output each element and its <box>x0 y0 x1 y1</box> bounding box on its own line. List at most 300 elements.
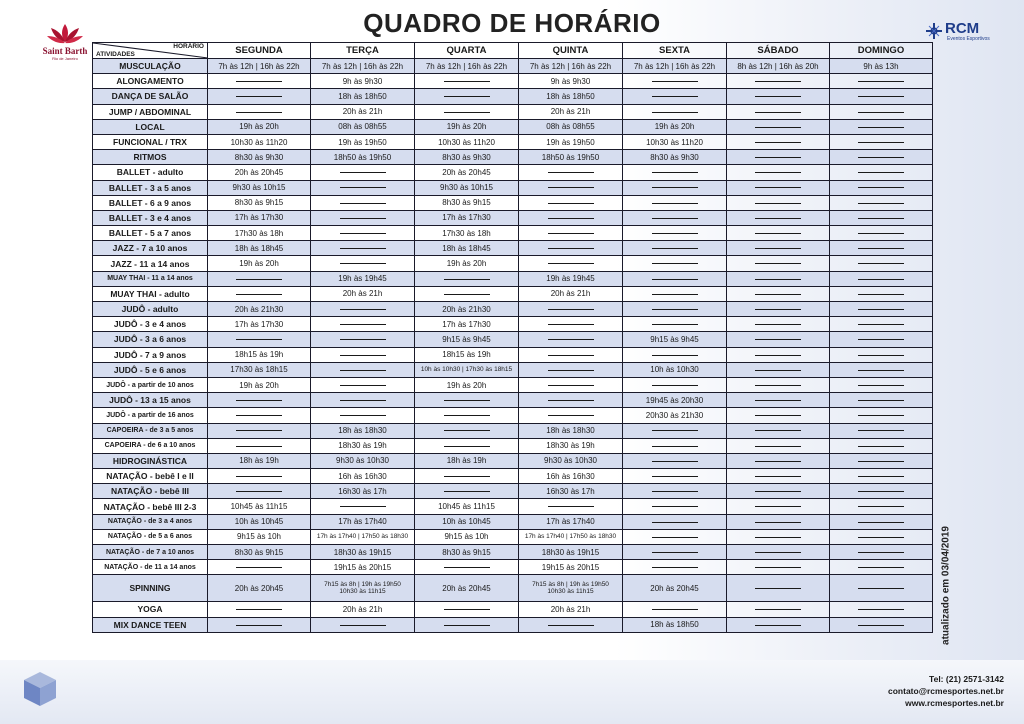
schedule-cell <box>208 286 311 301</box>
schedule-cell <box>311 286 415 301</box>
no-class-dash <box>340 263 386 264</box>
no-class-dash <box>548 309 594 310</box>
schedule-row <box>93 210 933 225</box>
time-slot: 20h às 21h <box>342 107 383 117</box>
schedule-cell <box>623 134 727 149</box>
activity-name: JUDÔ - adulto <box>93 302 208 317</box>
schedule-cell <box>519 226 623 241</box>
schedule-cell <box>830 469 933 484</box>
activity-name: NATAÇÃO - bebê III 2-3 <box>93 499 208 514</box>
schedule-cell <box>727 271 830 286</box>
time-slot: 20h às 20h45 <box>442 167 491 177</box>
activity-name: MUSCULAÇÃO <box>93 59 208 74</box>
no-class-dash <box>444 430 490 431</box>
schedule-cell <box>415 408 519 423</box>
schedule-row <box>93 134 933 149</box>
schedule-row <box>93 271 933 286</box>
schedule-cell <box>208 617 311 632</box>
no-class-dash <box>755 491 801 492</box>
no-class-dash <box>755 537 801 538</box>
no-class-dash <box>755 233 801 234</box>
schedule-cell <box>830 514 933 529</box>
time-slot: 19h às 19h50 <box>546 137 595 147</box>
schedule-cell <box>727 317 830 332</box>
no-class-dash <box>858 506 904 507</box>
no-class-dash <box>652 385 698 386</box>
schedule-row <box>93 241 933 256</box>
time-slot: 10h30 às 11h20 <box>646 137 703 147</box>
schedule-cell <box>415 150 519 165</box>
no-class-dash <box>236 625 282 626</box>
schedule-cell <box>208 134 311 149</box>
time-slot: 18h às 19h <box>446 456 487 466</box>
schedule-cell <box>519 529 623 544</box>
no-class-dash <box>755 96 801 97</box>
no-class-dash <box>755 567 801 568</box>
schedule-cell <box>311 347 415 362</box>
no-class-dash <box>858 142 904 143</box>
schedule-cell <box>311 74 415 89</box>
no-class-dash <box>652 552 698 553</box>
time-slot: 7h às 12h | 16h às 22h <box>529 61 612 71</box>
schedule-cell <box>311 529 415 544</box>
schedule-cell <box>727 59 830 74</box>
no-class-dash <box>858 446 904 447</box>
no-class-dash <box>652 187 698 188</box>
no-class-dash <box>548 203 594 204</box>
no-class-dash <box>652 294 698 295</box>
schedule-cell <box>830 529 933 544</box>
schedule-cell <box>415 210 519 225</box>
schedule-cell <box>208 499 311 514</box>
schedule-cell <box>727 602 830 617</box>
time-slot: 9h15 às 10h <box>236 532 282 542</box>
schedule-cell <box>208 408 311 423</box>
schedule-cell <box>519 393 623 408</box>
schedule-cell <box>208 226 311 241</box>
time-slot: 8h às 12h | 16h às 20h <box>737 61 819 71</box>
schedule-cell <box>519 210 623 225</box>
no-class-dash <box>755 446 801 447</box>
no-class-dash <box>755 355 801 356</box>
schedule-cell <box>311 134 415 149</box>
no-class-dash <box>755 279 801 280</box>
schedule-row <box>93 74 933 89</box>
schedule-cell <box>623 165 727 180</box>
schedule-row <box>93 575 933 602</box>
day-header: SEXTA <box>623 43 727 59</box>
day-header: SÁBADO <box>727 43 830 59</box>
no-class-dash <box>858 370 904 371</box>
schedule-cell <box>311 575 415 602</box>
no-class-dash <box>755 142 801 143</box>
no-class-dash <box>444 415 490 416</box>
schedule-table <box>92 42 933 633</box>
no-class-dash <box>755 609 801 610</box>
time-slot: 16h30 às 17h <box>546 486 595 496</box>
schedule-cell <box>311 256 415 271</box>
corner-schedule-label: HORÁRIO <box>173 43 204 50</box>
no-class-dash <box>652 430 698 431</box>
schedule-row <box>93 560 933 575</box>
no-class-dash <box>755 385 801 386</box>
time-slot: 19h às 19h50 <box>338 137 387 147</box>
schedule-cell <box>830 377 933 392</box>
time-slot: 7h às 12h | 16h às 22h <box>218 61 300 71</box>
schedule-cell <box>727 150 830 165</box>
time-slot: 20h às 21h <box>342 289 383 299</box>
no-class-dash <box>340 187 386 188</box>
time-slot: 18h30 às 19h <box>546 441 595 451</box>
no-class-dash <box>652 491 698 492</box>
time-slot: 20h às 20h45 <box>442 583 491 593</box>
schedule-cell <box>311 195 415 210</box>
activity-name: NATAÇÃO - bebê III <box>93 484 208 499</box>
no-class-dash <box>236 400 282 401</box>
schedule-cell <box>727 529 830 544</box>
schedule-cell <box>623 302 727 317</box>
schedule-cell <box>208 59 311 74</box>
schedule-cell <box>311 180 415 195</box>
time-slot: 18h30 às 19h <box>338 441 387 451</box>
no-class-dash <box>858 233 904 234</box>
no-class-dash <box>340 248 386 249</box>
time-slot: 10h45 às 11h15 <box>230 502 288 512</box>
time-slot: 9h15 às 9h45 <box>650 334 699 344</box>
contact-website[interactable]: www.rcmesportes.net.br <box>905 698 1004 708</box>
schedule-cell <box>623 453 727 468</box>
schedule-cell <box>830 286 933 301</box>
time-slot: 20h às 21h <box>550 604 591 614</box>
schedule-cell <box>830 560 933 575</box>
time-slot: 10h30 às 11h15 <box>339 588 386 596</box>
schedule-cell <box>311 241 415 256</box>
schedule-cell <box>311 317 415 332</box>
schedule-cell <box>208 602 311 617</box>
time-slot: 18h30 às 19h15 <box>333 547 392 557</box>
schedule-cell <box>519 150 623 165</box>
schedule-cell <box>311 210 415 225</box>
schedule-cell <box>311 408 415 423</box>
schedule-cell <box>208 347 311 362</box>
contact-phone: Tel: (21) 2571-3142 <box>929 674 1004 684</box>
time-slot: 7h15 às 8h | 19h às 19h50 <box>532 581 609 589</box>
schedule-cell <box>727 226 830 241</box>
no-class-dash <box>755 506 801 507</box>
no-class-dash <box>858 248 904 249</box>
logo-brand-text: Saint Barth <box>42 46 88 56</box>
time-slot: 10h30 às 11h15 <box>547 588 594 596</box>
time-slot: 18h às 18h50 <box>546 91 595 101</box>
time-slot: 10h às 10h30 <box>650 365 699 375</box>
no-class-dash <box>858 476 904 477</box>
no-class-dash <box>858 81 904 82</box>
time-slot: 19h às 20h <box>654 122 695 132</box>
schedule-cell <box>727 210 830 225</box>
schedule-cell <box>830 180 933 195</box>
no-class-dash <box>755 400 801 401</box>
schedule-cell <box>623 575 727 602</box>
schedule-cell <box>519 438 623 453</box>
no-class-dash <box>340 203 386 204</box>
schedule-cell <box>519 180 623 195</box>
time-slot: 7h às 12h | 16h às 22h <box>425 61 508 71</box>
schedule-cell <box>830 484 933 499</box>
activity-name: FUNCIONAL / TRX <box>93 134 208 149</box>
no-class-dash <box>340 625 386 626</box>
activity-name: JUMP / ABDOMINAL <box>93 104 208 119</box>
schedule-cell <box>311 332 415 347</box>
schedule-cell <box>623 74 727 89</box>
time-slot: 9h às 9h30 <box>550 76 591 86</box>
time-slot: 18h às 19h <box>239 456 279 466</box>
no-class-dash <box>236 415 282 416</box>
footer-band <box>0 660 1024 724</box>
no-class-dash <box>858 625 904 626</box>
time-slot: 17h às 17h30 <box>442 319 491 329</box>
schedule-cell <box>519 59 623 74</box>
schedule-row <box>93 347 933 362</box>
no-class-dash <box>755 430 801 431</box>
schedule-cell <box>415 453 519 468</box>
time-slot: 18h15 às 19h <box>442 350 491 360</box>
schedule-cell <box>208 241 311 256</box>
schedule-cell <box>208 256 311 271</box>
schedule-cell <box>830 89 933 104</box>
no-class-dash <box>444 96 490 97</box>
schedule-cell <box>623 256 727 271</box>
no-class-dash <box>236 294 282 295</box>
schedule-cell <box>623 499 727 514</box>
no-class-dash <box>755 522 801 523</box>
no-class-dash <box>340 233 386 234</box>
time-slot: 19h45 às 20h30 <box>645 395 704 405</box>
schedule-cell <box>519 317 623 332</box>
schedule-cell <box>623 560 727 575</box>
schedule-cell <box>830 195 933 210</box>
no-class-dash <box>858 309 904 310</box>
schedule-row <box>93 150 933 165</box>
contact-email[interactable]: contato@rcmesportes.net.br <box>888 686 1004 696</box>
schedule-cell <box>519 377 623 392</box>
schedule-cell <box>727 484 830 499</box>
no-class-dash <box>755 476 801 477</box>
no-class-dash <box>755 81 801 82</box>
schedule-cell <box>830 347 933 362</box>
schedule-cell <box>208 271 311 286</box>
schedule-cell <box>519 302 623 317</box>
schedule-row <box>93 617 933 632</box>
activity-name: BALLET - adulto <box>93 165 208 180</box>
no-class-dash <box>548 415 594 416</box>
time-slot: 17h às 17h40 <box>546 517 595 527</box>
schedule-cell <box>311 104 415 119</box>
time-slot: 8h30 às 9h15 <box>442 547 491 557</box>
schedule-cell <box>415 134 519 149</box>
activity-name: JUDÔ - 3 a 6 anos <box>93 332 208 347</box>
schedule-cell <box>415 575 519 602</box>
schedule-cell <box>727 453 830 468</box>
activity-name: ALONGAMENTO <box>93 74 208 89</box>
no-class-dash <box>548 625 594 626</box>
schedule-cell <box>830 408 933 423</box>
schedule-cell <box>415 286 519 301</box>
no-class-dash <box>236 491 282 492</box>
schedule-cell <box>415 317 519 332</box>
schedule-cell <box>623 602 727 617</box>
header-row <box>93 43 933 59</box>
schedule-cell <box>208 104 311 119</box>
schedule-cell <box>727 286 830 301</box>
no-class-dash <box>652 355 698 356</box>
schedule-row <box>93 89 933 104</box>
schedule-cell <box>519 423 623 438</box>
schedule-cell <box>208 560 311 575</box>
schedule-cell <box>208 195 311 210</box>
schedule-row <box>93 514 933 529</box>
schedule-cell <box>727 393 830 408</box>
schedule-cell <box>415 347 519 362</box>
schedule-cell <box>311 560 415 575</box>
schedule-cell <box>415 74 519 89</box>
no-class-dash <box>858 400 904 401</box>
schedule-row <box>93 377 933 392</box>
no-class-dash <box>548 339 594 340</box>
no-class-dash <box>755 203 801 204</box>
time-slot: 19h15 às 20h15 <box>333 562 392 572</box>
rcm-sub-text: Eventos Esportivos <box>947 36 990 42</box>
no-class-dash <box>548 172 594 173</box>
schedule-cell <box>830 210 933 225</box>
schedule-cell <box>519 165 623 180</box>
activity-name: MUAY THAI - adulto <box>93 286 208 301</box>
schedule-cell <box>415 195 519 210</box>
schedule-row <box>93 545 933 560</box>
no-class-dash <box>652 203 698 204</box>
no-class-dash <box>652 233 698 234</box>
schedule-cell <box>415 377 519 392</box>
schedule-cell <box>519 347 623 362</box>
schedule-row <box>93 469 933 484</box>
time-slot: 18h às 18h30 <box>338 426 387 436</box>
schedule-cell <box>830 423 933 438</box>
no-class-dash <box>444 609 490 610</box>
schedule-cell <box>727 617 830 632</box>
no-class-dash <box>858 430 904 431</box>
no-class-dash <box>755 625 801 626</box>
schedule-cell <box>623 286 727 301</box>
no-class-dash <box>236 81 282 82</box>
schedule-cell <box>727 180 830 195</box>
schedule-cell <box>415 438 519 453</box>
activity-name: JUDÔ - a partir de 16 anos <box>93 408 208 423</box>
schedule-cell <box>208 180 311 195</box>
schedule-cell <box>727 165 830 180</box>
no-class-dash <box>652 112 698 113</box>
schedule-cell <box>208 545 311 560</box>
activity-name: HIDROGINÁSTICA <box>93 453 208 468</box>
schedule-cell <box>727 302 830 317</box>
schedule-cell <box>311 393 415 408</box>
schedule-cell <box>208 438 311 453</box>
no-class-dash <box>444 81 490 82</box>
corner-cell <box>93 43 208 59</box>
no-class-dash <box>652 446 698 447</box>
time-slot: 17h às 17h40 | 17h50 às 18h30 <box>316 533 409 541</box>
time-slot: 20h às 21h <box>342 604 383 614</box>
no-class-dash <box>858 187 904 188</box>
schedule-row <box>93 499 933 514</box>
no-class-dash <box>652 309 698 310</box>
schedule-cell <box>519 332 623 347</box>
activity-name: JUDÔ - 13 a 15 anos <box>93 393 208 408</box>
no-class-dash <box>444 294 490 295</box>
schedule-cell <box>415 560 519 575</box>
schedule-row <box>93 453 933 468</box>
schedule-row <box>93 438 933 453</box>
schedule-cell <box>830 317 933 332</box>
time-slot: 08h às 08h55 <box>546 122 595 132</box>
no-class-dash <box>340 370 386 371</box>
schedule-cell <box>623 617 727 632</box>
time-slot: 16h às 16h30 <box>546 471 595 481</box>
no-class-dash <box>652 172 698 173</box>
schedule-cell <box>311 423 415 438</box>
schedule-cell <box>311 484 415 499</box>
schedule-cell <box>623 377 727 392</box>
no-class-dash <box>858 588 904 589</box>
no-class-dash <box>755 309 801 310</box>
schedule-cell <box>623 317 727 332</box>
schedule-row <box>93 393 933 408</box>
no-class-dash <box>755 324 801 325</box>
time-slot: 9h30 às 10h30 <box>336 456 389 466</box>
schedule-cell <box>415 484 519 499</box>
time-slot: 20h às 20h45 <box>234 583 284 593</box>
schedule-row <box>93 256 933 271</box>
day-header: SEGUNDA <box>208 43 311 59</box>
time-slot: 18h às 18h30 <box>546 426 595 436</box>
schedule-row <box>93 180 933 195</box>
schedule-cell <box>623 119 727 134</box>
no-class-dash <box>755 588 801 589</box>
time-slot: 9h30 às 10h15 <box>232 183 286 193</box>
schedule-cell <box>623 180 727 195</box>
corner-activities-label: ATIVIDADES <box>96 51 135 58</box>
schedule-cell <box>208 393 311 408</box>
activity-name: NATAÇÃO - de 3 a 4 anos <box>93 514 208 529</box>
no-class-dash <box>652 218 698 219</box>
schedule-cell <box>208 150 311 165</box>
no-class-dash <box>858 96 904 97</box>
no-class-dash <box>236 96 282 97</box>
schedule-cell <box>830 453 933 468</box>
time-slot: 16h30 às 17h <box>338 486 387 496</box>
schedule-cell <box>623 438 727 453</box>
no-class-dash <box>236 112 282 113</box>
time-slot: 8h30 às 9h15 <box>234 198 284 208</box>
time-slot: 20h às 21h <box>550 107 591 117</box>
no-class-dash <box>652 537 698 538</box>
schedule-cell <box>830 59 933 74</box>
schedule-cell <box>311 165 415 180</box>
no-class-dash <box>858 567 904 568</box>
no-class-dash <box>755 263 801 264</box>
schedule-cell <box>311 119 415 134</box>
schedule-row <box>93 195 933 210</box>
time-slot: 17h30 às 18h <box>442 228 491 238</box>
schedule-cell <box>519 241 623 256</box>
